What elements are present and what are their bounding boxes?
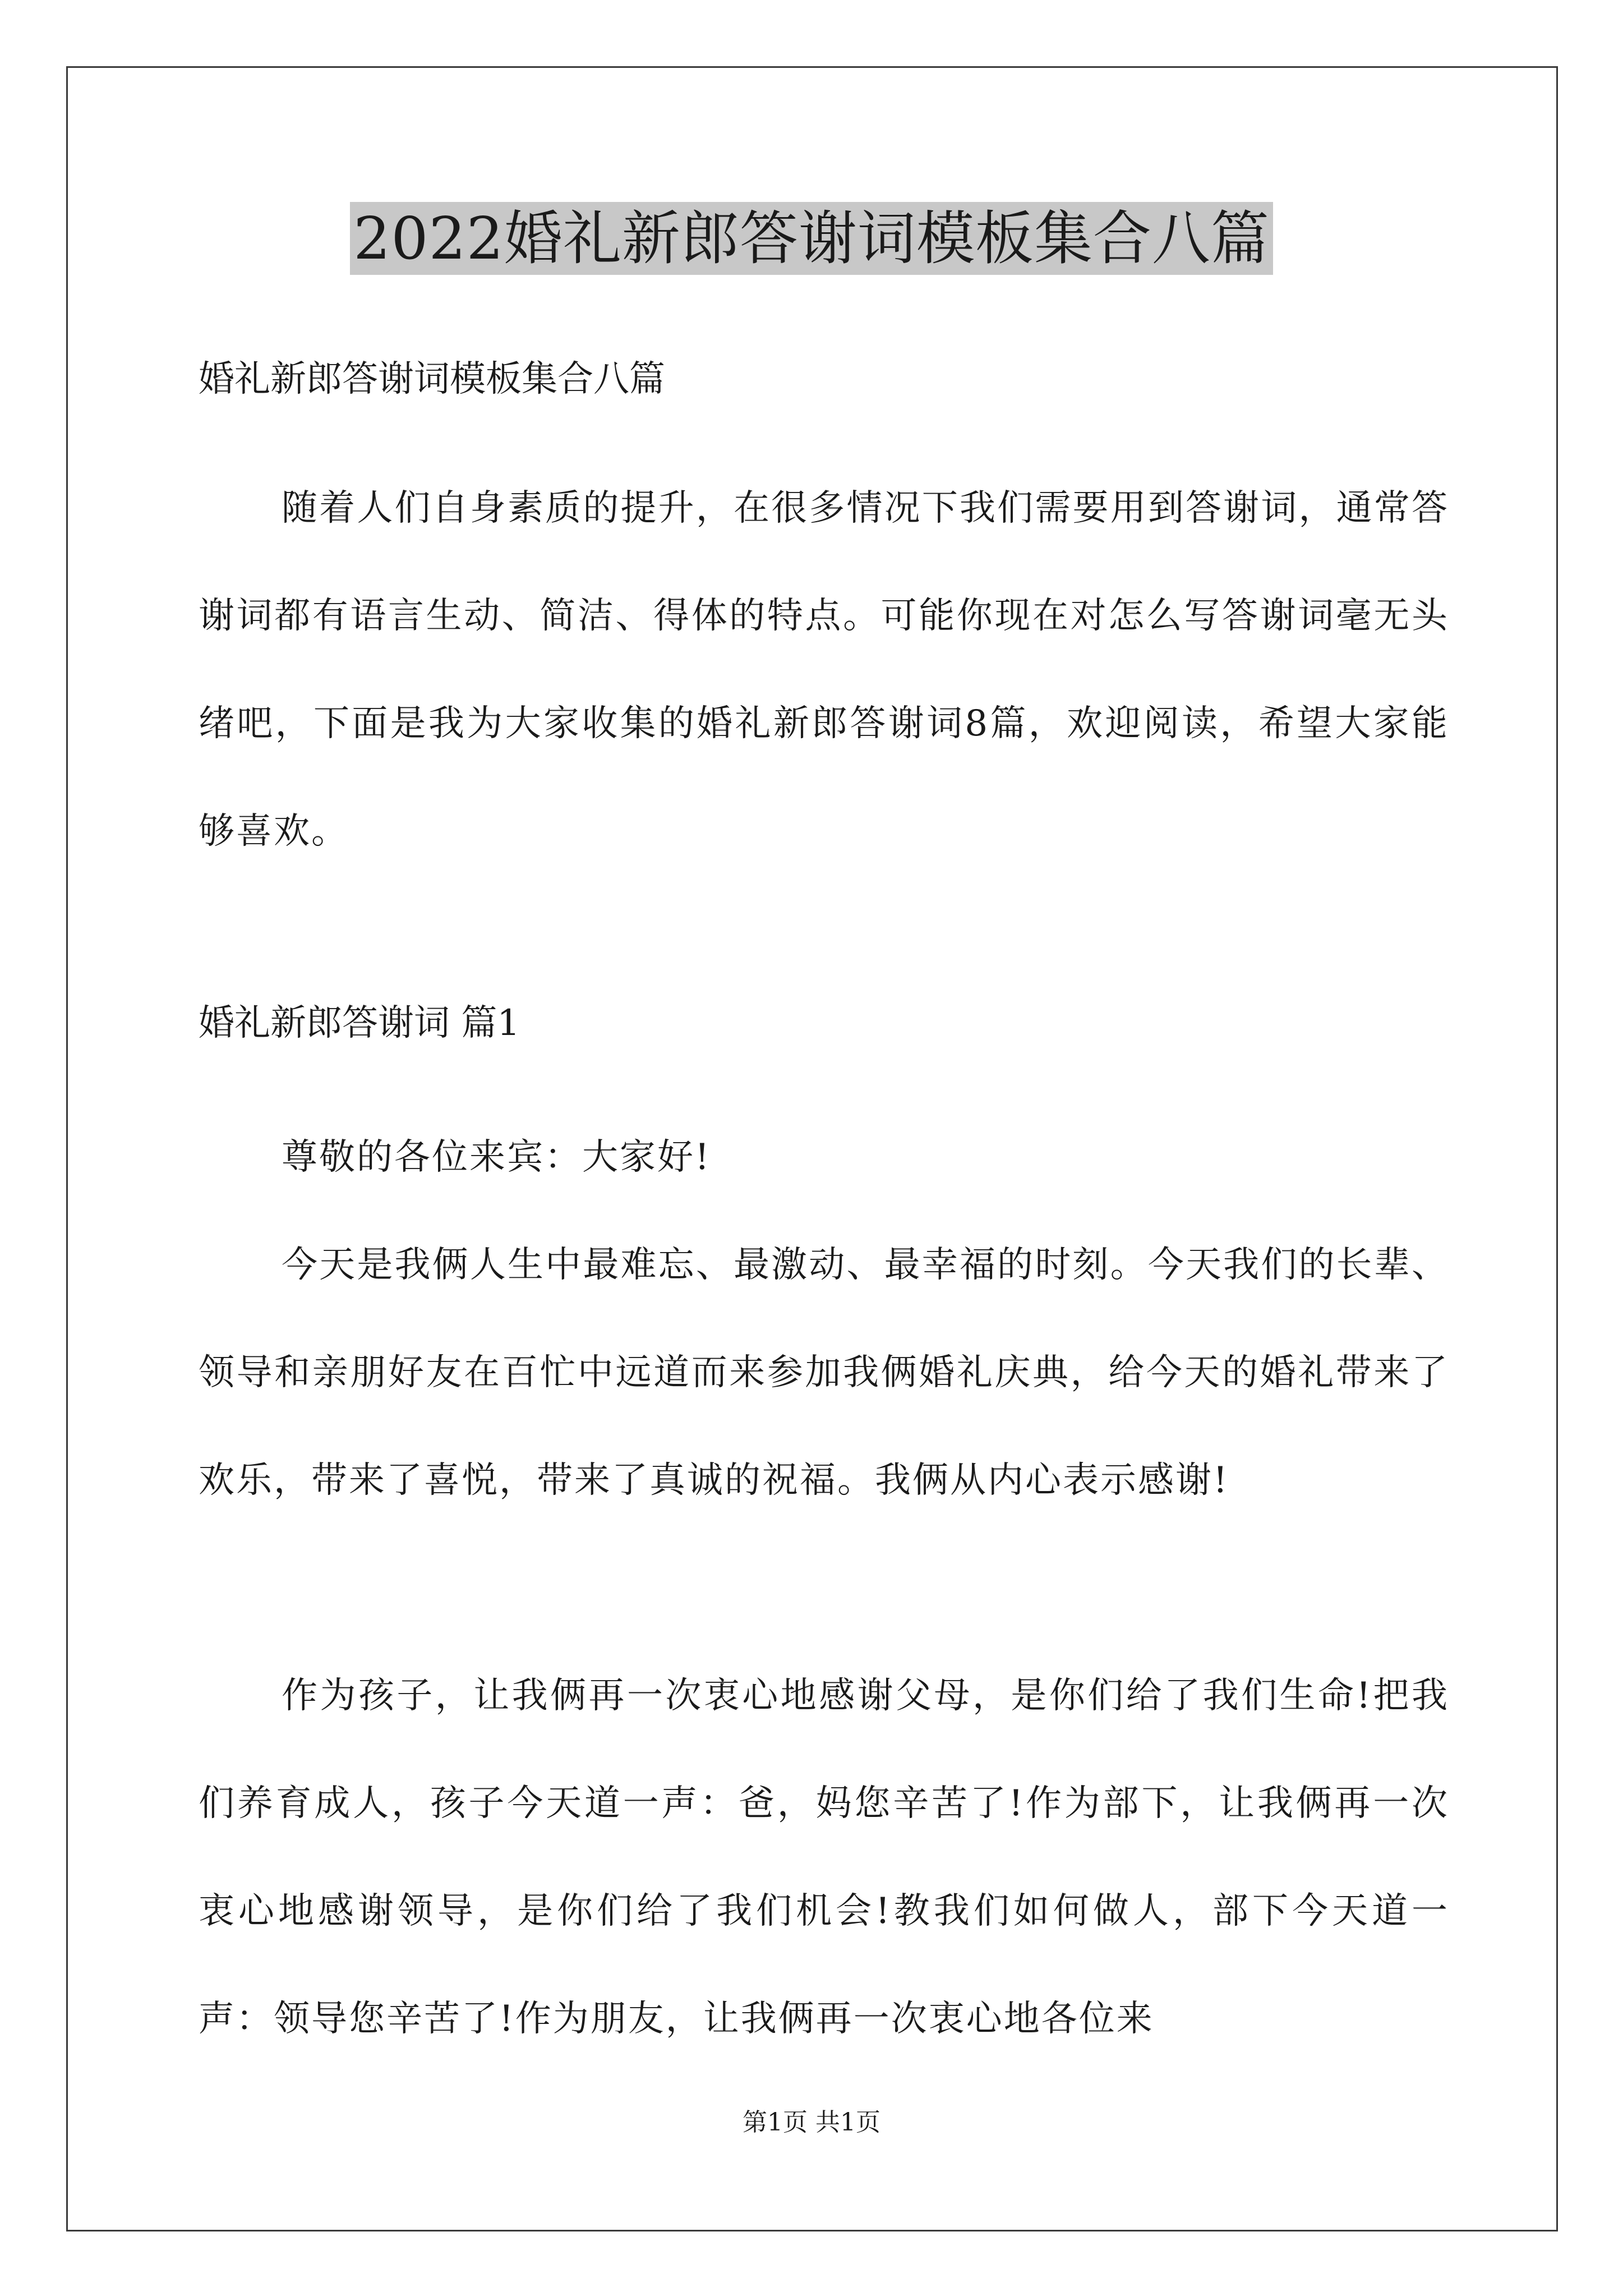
body-paragraph-2: 作为孩子，让我俩再一次衷心地感谢父母，是你们给了我们生命!把我们养育成人，孩子今天道一声：爸，妈您辛苦了!作为部下，让我俩再一次衷心地感谢领导，是你们给了我们机会!教我们如何做人，部下今天道一声：领导您辛苦了!作为朋友，让我俩再一次衷心地各位来 <box>199 1675 1449 2040</box>
document-title: 2022婚礼新郎答谢词模板集合八篇 <box>350 202 1273 275</box>
document-subtitle: 婚礼新郎答谢词模板集合八篇 <box>199 358 665 400</box>
title-container <box>0 202 1623 275</box>
section-heading: 婚礼新郎答谢词 篇1 <box>199 1002 520 1044</box>
body-paragraph-1: 今天是我俩人生中最难忘、最激动、最幸福的时刻。今天我们的长辈、领导和亲朋好友在百忙中远道而来参加我俩婚礼庆典，给今天的婚礼带来了欢乐，带来了喜悦，带来了真诚的祝福。我俩从内心表示感谢! <box>199 1244 1449 1501</box>
greeting-paragraph: 尊敬的各位来宾：大家好! <box>282 1137 711 1178</box>
intro-paragraph: 随着人们自身素质的提升，在很多情况下我们需要用到答谢词，通常答谢词都有语言生动、简洁、得体的特点。可能你现在对怎么写答谢词毫无头绪吧，下面是我为大家收集的婚礼新郎答谢词8篇，欢迎阅读，希望大家能够喜欢。 <box>199 487 1449 852</box>
page-footer: 第1页 共1页 <box>743 2108 880 2137</box>
